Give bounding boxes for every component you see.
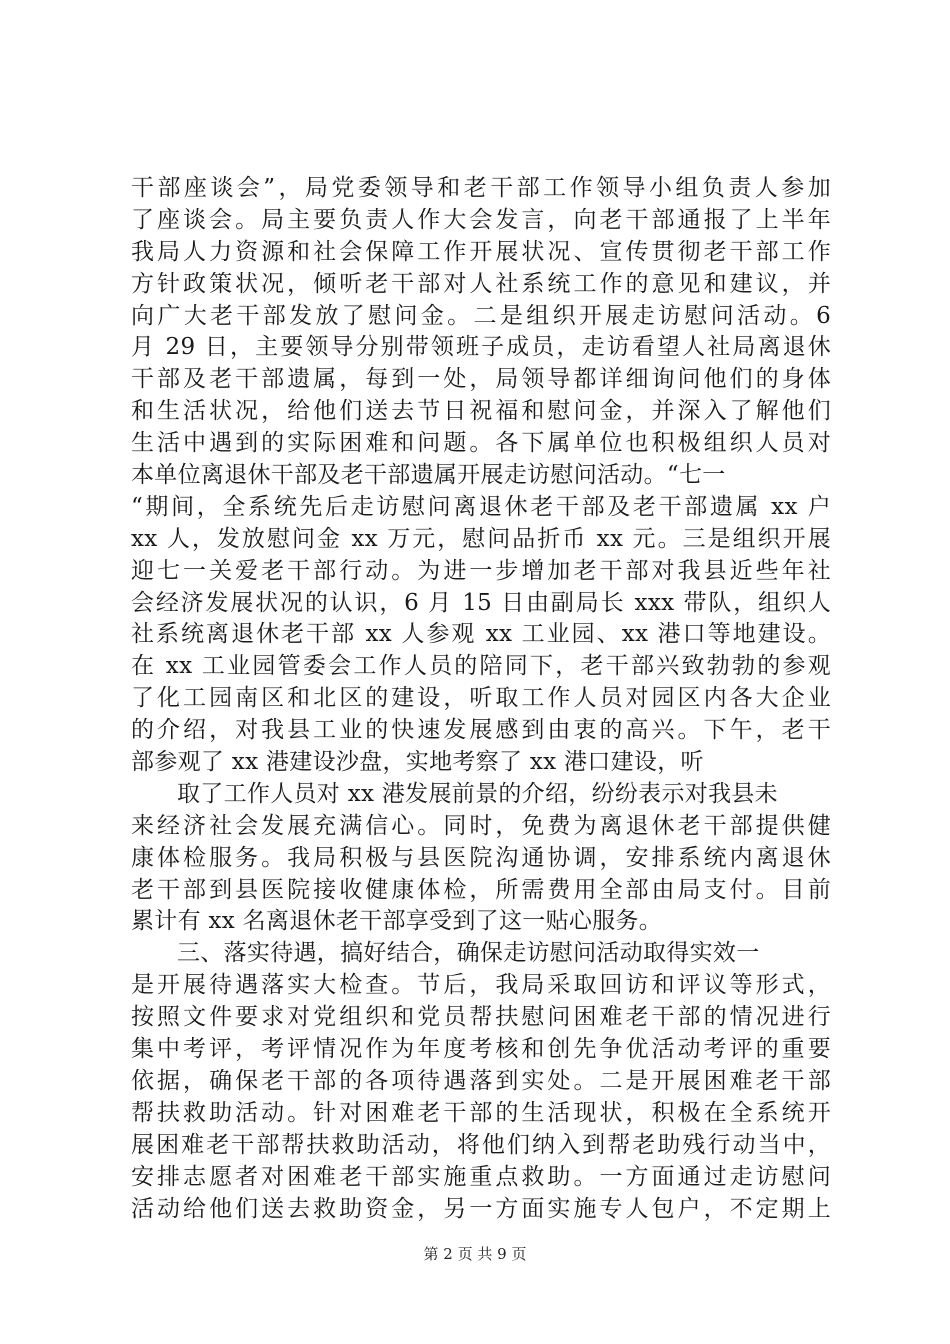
text-line: 安排志愿者对困难老干部实施重点救助。一方面通过走访慰问 bbox=[131, 1163, 831, 1190]
text-line: 社系统离退休老干部 xx 人参观 xx 工业园、xx 港口等地建设。 bbox=[131, 621, 831, 648]
text-line: 来经济社会发展充满信心。同时，免费为离退休老干部提供健 bbox=[131, 812, 831, 839]
text-line: 方针政策状况，倾听老干部对人社系统工作的意见和建议，并 bbox=[131, 270, 831, 297]
text-line: 生活中遇到的实际困难和问题。各下属单位也积极组织人员对 bbox=[131, 430, 831, 457]
text-line: 按照文件要求对党组织和党员帮扶慰问困难老干部的情况进行 bbox=[131, 1004, 831, 1031]
text-line: 会经济发展状况的认识，6 月 15 日由副局长 xxx 带队，组织人 bbox=[131, 589, 831, 616]
text-line: 向广大老干部发放了慰问金。二是组织开展走访慰问活动。6 bbox=[131, 302, 831, 329]
text-line: 展困难老干部帮扶救助活动，将他们纳入到帮老助残行动当中， bbox=[131, 1131, 831, 1158]
text-line: 累计有 xx 名离退休老干部享受到了这一贴心服务。 bbox=[131, 908, 663, 935]
text-line: 部参观了 xx 港建设沙盘，实地考察了 xx 港口建设，听 bbox=[131, 749, 704, 776]
text-line: 和生活状况，给他们送去节日祝福和慰问金，并深入了解他们 bbox=[131, 398, 831, 425]
text-line: 集中考评，考评情况作为年度考核和创先争优活动考评的重要 bbox=[131, 1036, 831, 1063]
text-line: 了座谈会。局主要负责人作大会发言，向老干部通报了上半年 bbox=[131, 206, 831, 233]
text-line: 本单位离退休干部及老干部遗属开展走访慰问活动。“七一 bbox=[131, 462, 726, 489]
text-line: 了化工园南区和北区的建设，听取工作人员对园区内各大企业 bbox=[131, 685, 831, 712]
text-line: 干部座谈会”，局党委领导和老干部工作领导小组负责人参加 bbox=[131, 175, 831, 201]
document-body bbox=[131, 173, 831, 1225]
text-line: 月 29 日，主要领导分别带领班子成员，走访看望人社局离退休 bbox=[131, 334, 831, 361]
page-number-footer: 第 2 页 共 9 页 bbox=[423, 1245, 527, 1263]
text-line: 在 xx 工业园管委会工作人员的陪同下，老干部兴致勃勃的参观 bbox=[131, 653, 831, 680]
paragraph-first-line: 三、落实待遇，搞好结合，确保走访慰问活动取得实效一 bbox=[177, 940, 760, 967]
text-line: 帮扶救助活动。针对困难老干部的生活现状，积极在全系统开 bbox=[131, 1099, 831, 1126]
text-line: 依据，确保老干部的各项待遇落到实处。二是开展困难老干部 bbox=[131, 1067, 831, 1094]
text-line: 迎七一关爱老干部行动。为进一步增加老干部对我县近些年社 bbox=[131, 557, 831, 584]
text-line: 康体检服务。我局积极与县医院沟通协调，安排系统内离退休 bbox=[131, 844, 831, 871]
text-line: 老干部到县医院接收健康体检，所需费用全部由局支付。目前 bbox=[131, 876, 831, 903]
text-line: 活动给他们送去救助资金，另一方面实施专人包户，不定期上 bbox=[131, 1195, 831, 1222]
text-line: 干部及老干部遗属，每到一处，局领导都详细询问他们的身体 bbox=[131, 366, 831, 393]
text-line: 的介绍，对我县工业的快速发展感到由衷的高兴。下午，老干 bbox=[131, 717, 831, 744]
text-line: xx 人，发放慰问金 xx 万元，慰问品折币 xx 元。三是组织开展 bbox=[131, 525, 831, 552]
text-line: 是开展待遇落实大检查。节后，我局采取回访和评议等形式， bbox=[131, 972, 831, 999]
text-line: 我局人力资源和社会保障工作开展状况、宣传贯彻老干部工作 bbox=[131, 238, 831, 265]
text-line: “期间，全系统先后走访慰问离退休老干部及老干部遗属 xx 户 bbox=[131, 493, 831, 520]
paragraph-first-line: 取了工作人员对 xx 港发展前景的介绍，纷纷表示对我县未 bbox=[177, 780, 778, 807]
